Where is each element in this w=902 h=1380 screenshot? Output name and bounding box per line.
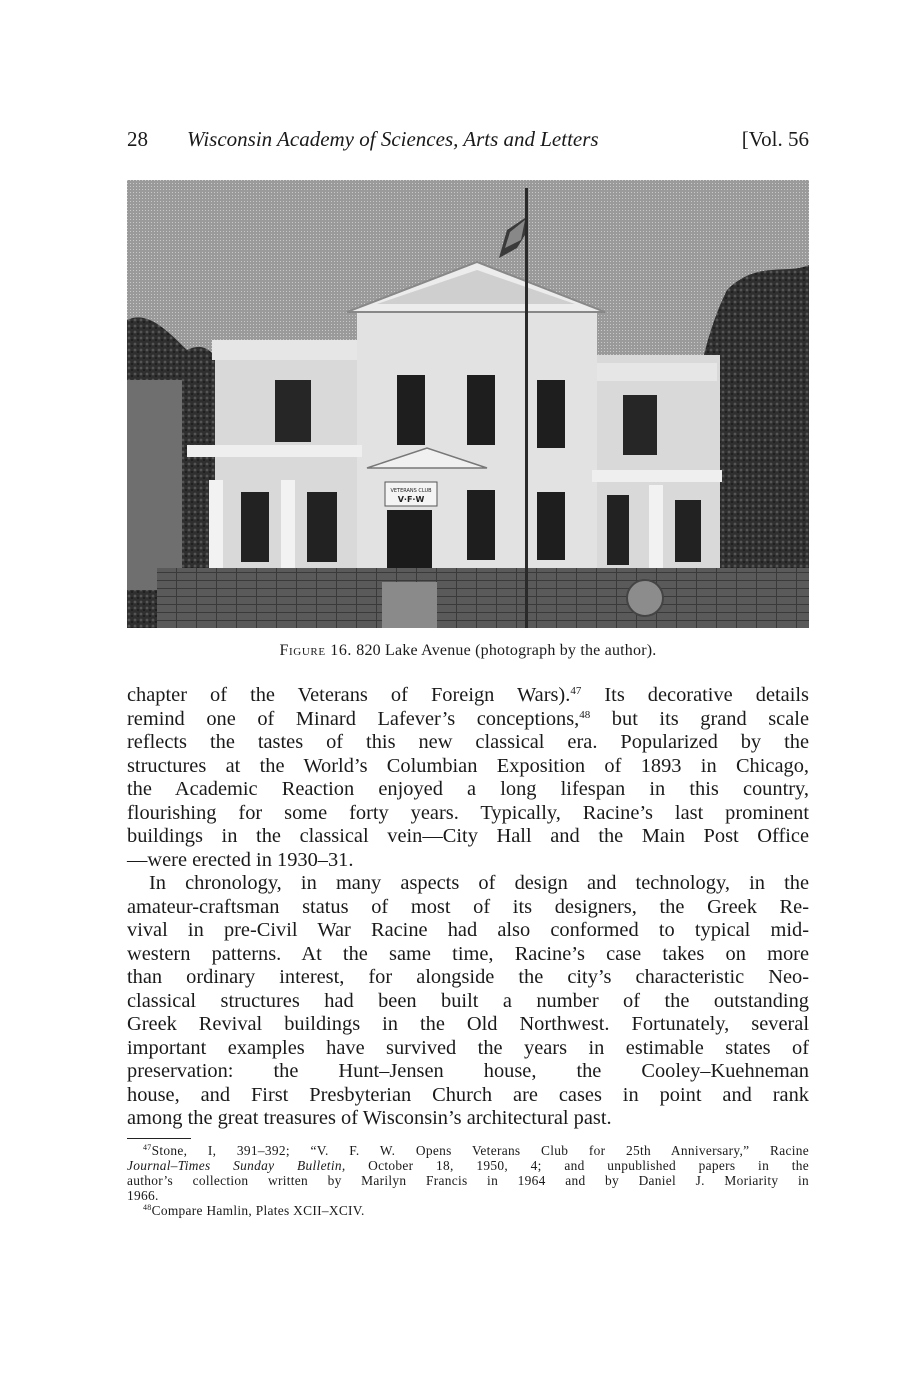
- journal-title: Wisconsin Academy of Sciences, Arts and Letters: [187, 127, 599, 151]
- vfw-sign-line-1: VETERANS CLUB: [390, 488, 432, 494]
- text-line: western patterns. At the same time, Racine’s case takes on more: [127, 942, 809, 965]
- figure-label: Figure 16.: [279, 642, 353, 659]
- figure-caption: [127, 640, 809, 662]
- footnote-line: author’s collection written by Marilyn Francis in 1964 and by Daniel J. Moriarity in: [127, 1173, 809, 1188]
- footnote-rule: [127, 1138, 191, 1139]
- text-line: preservation: the Hunt–Jensen house, the Cooley–Kuehneman: [127, 1060, 809, 1082]
- text-line: classical structures had been built a number of the outstanding: [127, 989, 809, 1012]
- text-line: Greek Revival buildings in the Old Northwest. Fortunately, several: [127, 1013, 809, 1035]
- text-line: flourishing for some forty years. Typically, Racine’s last prominent: [127, 801, 809, 824]
- footnote-line: 1966.: [127, 1188, 159, 1203]
- text-line: than ordinary interest, for alongside the city’s characteristic Neo-: [127, 966, 809, 988]
- footnote-mark-48: 48: [143, 1203, 152, 1212]
- body-text: [127, 684, 809, 1131]
- text-line: vival in pre-Civil War Racine had also conformed to typical mid-: [127, 919, 809, 941]
- text-line: important examples have survived the years in estimable states of: [127, 1036, 809, 1059]
- volume-number: [Vol. 56: [741, 127, 809, 151]
- paragraph-start: In chronology, in many aspects of design and technology, in the: [149, 872, 809, 894]
- building-photograph: [127, 180, 809, 628]
- text-line: house, and First Presbyterian Church are cases in point and rank: [127, 1083, 809, 1106]
- footnotes: [127, 1143, 809, 1218]
- text-line: —were erected in 1930–31.: [127, 848, 354, 871]
- footnote-48: $^{48}$Compare Hamlin, Plates XCII–XCIV.: [143, 1203, 365, 1218]
- page-number: 28: [127, 127, 148, 151]
- text-line: structures at the World’s Columbian Exposition of 1893 in Chicago,: [127, 754, 809, 777]
- text-line: buildings in the classical vein—City Hall and the Main Post Office: [127, 825, 809, 847]
- footnote-ref-47: 47: [570, 685, 582, 697]
- text-line: amateur-craftsman status of most of its designers, the Greek Re-: [127, 895, 809, 918]
- newspaper-title: Journal–Times Sunday Bulletin,: [127, 1158, 346, 1173]
- text-line: reflects the tastes of this new classical era. Popularized by the: [127, 731, 809, 753]
- running-header: [127, 122, 809, 156]
- footnote-ref-48: 48: [579, 708, 591, 721]
- vfw-sign-line-2: V·F·W: [397, 495, 425, 504]
- flagpole: [525, 188, 528, 628]
- photo-illustration: [127, 180, 809, 628]
- text-line: remind one of Minard Lafever’s conceptions,$^{48}$ but its grand scale: [127, 707, 809, 730]
- text-line: the Academic Reaction enjoyed a long lifespan in this country,: [127, 778, 809, 800]
- figure-caption-text: 820 Lake Avenue (photograph by the author).: [352, 642, 657, 659]
- footnote-line: Journal–Times Sunday Bulletin, October 18, 1950, 4; and unpublished papers in the: [127, 1158, 809, 1173]
- text-line: chapter of the Veterans of Foreign Wars).$^{47}$ Its decorative details: [127, 684, 809, 706]
- footnote-mark-47: 47: [143, 1143, 152, 1152]
- text-line: among the great treasures of Wisconsin’s architectural past.: [127, 1107, 612, 1129]
- entrance-door: [387, 510, 432, 572]
- foundation-wall: [157, 568, 809, 628]
- footnote-47: $^{47}$Stone, I, 391–392; “V. F. W. Opens Veterans Club for 25th Anniversary,” Racine: [143, 1143, 809, 1158]
